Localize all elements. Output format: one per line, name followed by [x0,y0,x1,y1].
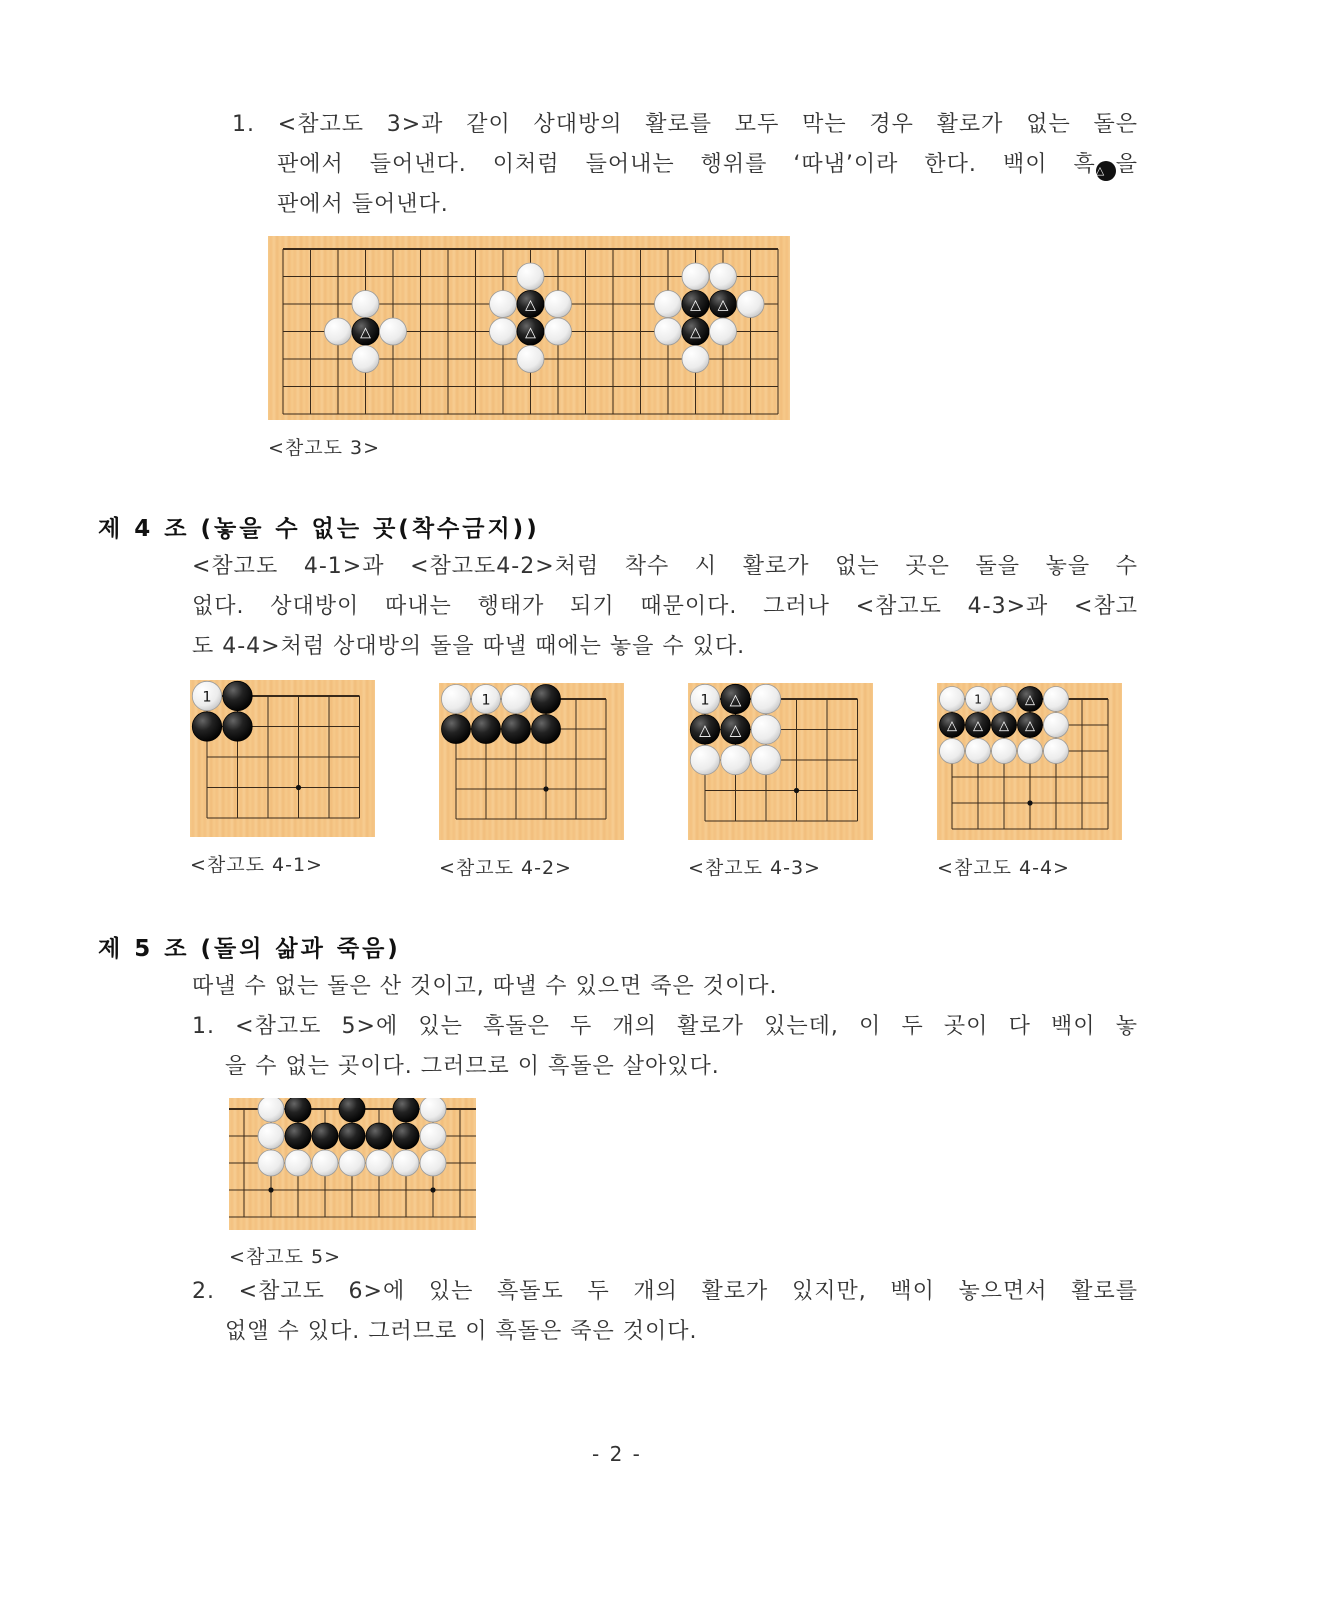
section4-line3: 도 4-4>처럼 상대방의 돌을 따낼 때에는 놓을 수 있다. [192,634,746,659]
caption-ref5: <참고도 5> [229,1246,342,1268]
white-stone [940,687,965,712]
caption-ref4-1: <참고도 4-1> [190,854,323,876]
white-stone [502,685,531,714]
black-stone [966,713,991,738]
hoshi-point [543,786,548,791]
section5-item1-line1: 1. <참고도 5>에 있는 흑돌은 두 개의 활로가 있는데, 이 두 곳이 다 백이 놓 [192,1014,1138,1039]
white-stone [721,745,750,774]
white-stone [710,263,737,290]
hoshi-point [1027,800,1032,805]
go-board-ref4-2-grid [439,683,624,840]
black-stone [721,715,750,744]
go-board-ref3 [268,236,790,420]
triangle-mark: △ [729,690,742,709]
black-stone [690,715,719,744]
white-stone [258,1123,284,1149]
white-stone [966,687,991,712]
black-stone [532,685,561,714]
triangle-mark: △ [525,324,536,341]
go-board-ref4-3 [688,683,873,840]
go-board-ref4-4 [937,683,1122,840]
go-board-ref3-grid [268,236,790,420]
white-stone [655,318,682,345]
black-stone [517,291,544,318]
black-stone [285,1098,311,1122]
caption-ref4-4: <참고도 4-4> [937,857,1070,879]
white-stone [420,1150,446,1176]
white-stone [751,684,780,713]
item1-line2 [277,150,1138,181]
white-stone [285,1150,311,1176]
item1-line3: 판에서 들어낸다. [277,192,449,217]
go-board-ref4-1-grid [190,680,375,837]
section4-heading: 제 4 조 (놓을 수 없는 곳(착수금지)) [98,516,540,542]
white-stone [393,1150,419,1176]
triangle-mark: △ [690,297,701,314]
triangle-mark: △ [999,718,1009,734]
white-stone [655,291,682,318]
triangle-mark: △ [729,720,742,739]
white-stone [966,739,991,764]
black-stone [1018,713,1043,738]
triangle-mark: △ [1025,718,1035,734]
white-stone [690,684,719,713]
section5-item1-line2: 을 수 없는 곳이다. 그러므로 이 흑돌은 살아있다. [225,1054,720,1079]
black-stone [532,715,561,744]
black-stone [710,291,737,318]
white-stone [992,739,1017,764]
section5-heading: 제 5 조 (돌의 삶과 죽음) [98,936,401,962]
section4-line2: 없다. 상대방이 따내는 행태가 되기 때문이다. 그러나 <참고도 4-3>과 <참고 [192,594,1138,619]
hoshi-point [794,788,799,793]
triangle-mark: △ [360,324,371,341]
black-triangle-stone-icon: △ [1096,161,1116,181]
move-number-label: 1 [974,692,982,707]
white-stone [751,745,780,774]
black-stone [339,1123,365,1149]
black-stone [517,318,544,345]
white-stone [420,1098,446,1122]
black-stone [992,713,1017,738]
move-number-label: 1 [481,692,491,709]
black-stone [223,712,252,741]
black-stone [366,1123,392,1149]
black-stone [312,1123,338,1149]
white-stone [192,681,221,710]
move-number-label: 1 [700,692,710,709]
item1-line2-text: 판에서 들어낸다. 이처럼 들어내는 행위를 ‘따냄’이라 한다. 백이 흑 [277,152,1096,177]
section5-item2-line1: 2. <참고도 6>에 있는 흑돌도 두 개의 활로가 있지만, 백이 놓으면서 활로를 [192,1279,1138,1304]
white-stone [1044,713,1069,738]
item1-line2-end: 을 [1115,152,1138,177]
triangle-mark: △ [717,297,729,314]
caption-ref4-2: <참고도 4-2> [439,857,572,879]
triangle-mark: △ [690,324,701,341]
triangle-mark: △ [699,720,711,739]
go-board-ref4-4-grid [937,683,1122,840]
white-stone [258,1098,284,1122]
white-stone [472,685,501,714]
black-stone [339,1098,365,1122]
go-board-ref4-3-grid [688,683,873,840]
white-stone [490,318,517,345]
white-stone [690,745,719,774]
white-stone [992,687,1017,712]
black-stone [721,684,750,713]
move-number-label: 1 [202,689,212,706]
white-stone [545,291,572,318]
hoshi-point [430,1187,435,1192]
white-stone [339,1150,365,1176]
black-stone [940,713,965,738]
black-stone [682,291,709,318]
white-stone [366,1150,392,1176]
black-stone [223,681,252,710]
white-stone [352,346,379,373]
white-stone [1044,739,1069,764]
black-stone [393,1098,419,1122]
white-stone [710,318,737,345]
black-stone [442,715,471,744]
triangle-mark: △ [947,718,957,734]
black-stone [192,712,221,741]
triangle-mark: △ [525,297,536,314]
white-stone [312,1150,338,1176]
section5-item2-line2: 없앨 수 있다. 그러므로 이 흑돌은 죽은 것이다. [225,1319,698,1344]
caption-ref4-3: <참고도 4-3> [688,857,821,879]
white-stone [352,291,379,318]
item1-line1: 1. <참고도 3>과 같이 상대방의 활로를 모두 막는 경우 활로가 없는 돌은 [232,112,1138,137]
white-stone [517,263,544,290]
white-stone [420,1123,446,1149]
white-stone [442,685,471,714]
go-board-ref4-2 [439,683,624,840]
go-board-ref4-1 [190,680,375,837]
white-stone [682,346,709,373]
white-stone [1044,687,1069,712]
black-stone [1018,687,1043,712]
white-stone [751,715,780,744]
black-stone [682,318,709,345]
white-stone [737,291,764,318]
white-stone [545,318,572,345]
triangle-mark: △ [973,718,983,734]
white-stone [682,263,709,290]
white-stone [1018,739,1043,764]
go-board-ref5-grid [229,1098,476,1230]
section5-intro: 따낼 수 없는 돌은 산 것이고, 따낼 수 있으면 죽은 것이다. [192,974,778,999]
black-stone [352,318,379,345]
white-stone [325,318,352,345]
white-stone [517,346,544,373]
white-stone [380,318,407,345]
go-board-ref5 [229,1098,476,1230]
hoshi-point [296,785,301,790]
hoshi-point [268,1187,273,1192]
black-stone [502,715,531,744]
white-stone [940,739,965,764]
black-stone [285,1123,311,1149]
white-stone [490,291,517,318]
black-stone [472,715,501,744]
page-number: - 2 - [592,1442,642,1466]
black-stone [393,1123,419,1149]
section4-line1: <참고도 4-1>과 <참고도4-2>처럼 착수 시 활로가 없는 곳은 돌을 놓을 수 [192,554,1138,579]
white-stone [258,1150,284,1176]
caption-ref3: <참고도 3> [268,437,381,459]
triangle-mark: △ [1025,692,1035,708]
